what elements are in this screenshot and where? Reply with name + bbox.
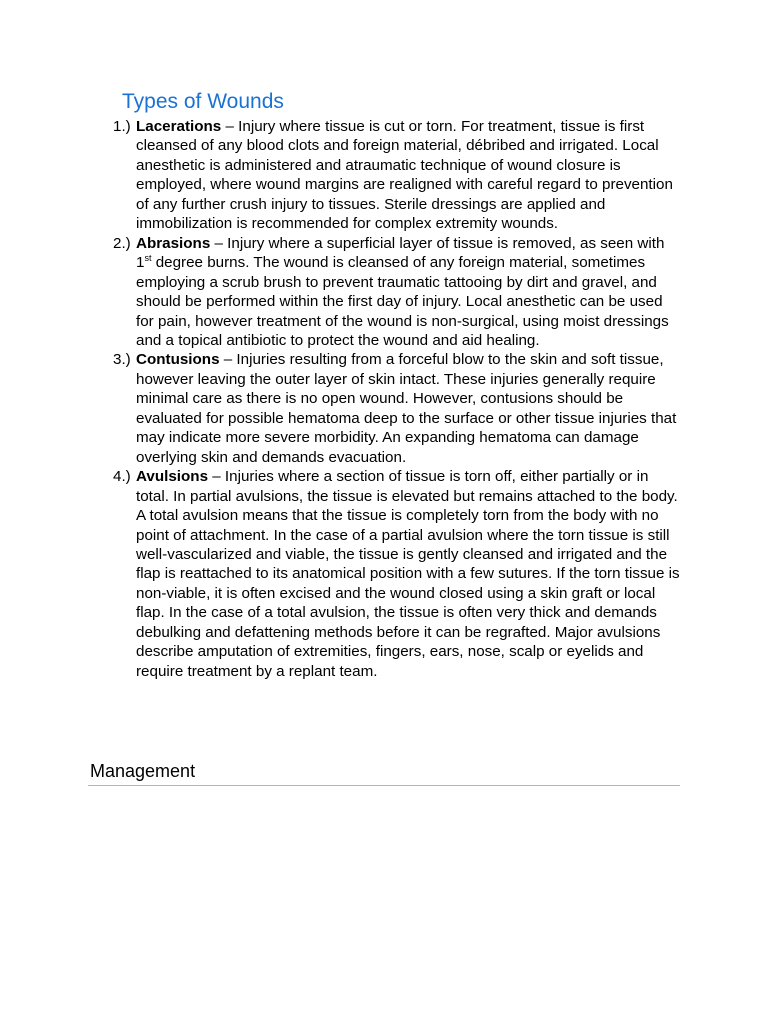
list-item-text: – Injuries where a section of tissue is torn off, either partially or in total. In partial avulsions, the tissue is elevated but remains attached to the body. A total avulsion means that the tissue is completely torn from the body with no point of attachment. In the case of a partial avulsion where the torn tissue is still well-vascularized and viable, the tissue is gently cleansed and irrigated and the flap is reattached to its anatomical position with a few sutures. If the torn tissue is non-viable, it is often excised and the wound closed using a skin graft or local flap. In the case of a total avulsion, the tissue is often very thick and demands debulking and defattening methods before it can be regrafted. Major avulsions describe amputation of extremities, fingers, ears, nose, scalp or eyelids and require treatment by a replant team.: [136, 468, 680, 680]
list-item-contusions: [110, 350, 680, 467]
list-item-number: 1.): [113, 118, 131, 135]
list-item-text: – Injury where tissue is cut or torn. For treatment, tissue is first cleansed of any blood clots and foreign material, débribed and irrigated. Local anesthetic is administered and atraumatic technique of wound closure is employed, where wound margins are realigned with careful regard to prevention of any further crush injury to tissues. Sterile dressings are applied and immobilization is recommended for complex extremity wounds.: [136, 118, 673, 233]
list-item-avulsions: [110, 467, 680, 681]
list-item-term: Lacerations: [136, 118, 222, 135]
list-item-number: 3.): [113, 351, 131, 369]
section-divider: [88, 785, 680, 786]
list-item-lacerations: [110, 117, 680, 234]
list-item-term: Abrasions: [136, 234, 211, 252]
list-item-text: degree burns. The wound is cleansed of any foreign material, sometimes employing a scrub brush to prevent traumatic tattooing by dirt and gravel, and should be performed within the first day of injury. Local anesthetic can be used for pain, however treatment of the wound is non-surgical, using moist dressings and a topical antibiotic to protect the wound and aid healing.: [136, 254, 669, 349]
list-item-superscript: st: [144, 253, 152, 264]
section-heading-management: Management: [90, 761, 196, 781]
document-title: Types of Wounds: [122, 90, 284, 113]
list-item-text: – Injuries resulting from a forceful blow to the skin and soft tissue, however leaving the outer layer of skin intact. These injuries generally require minimal care as there is no open wound. However, contusions should be evaluated for possible hematoma deep to the surface or other tissue injuries that may indicate more severe morbidity. An expanding hematoma can damage overlying skin and demands evacuation.: [136, 351, 677, 466]
wound-types-list: [110, 117, 680, 681]
list-item-text: – Injury where a superficial layer of tissue is removed, as seen with 1: [136, 234, 665, 272]
list-item-abrasions: [110, 234, 680, 351]
list-item-number: 4.): [113, 468, 131, 486]
list-item-term: Avulsions: [136, 468, 209, 486]
list-item-term: Contusions: [136, 351, 220, 369]
list-item-number: 2.): [113, 234, 131, 252]
